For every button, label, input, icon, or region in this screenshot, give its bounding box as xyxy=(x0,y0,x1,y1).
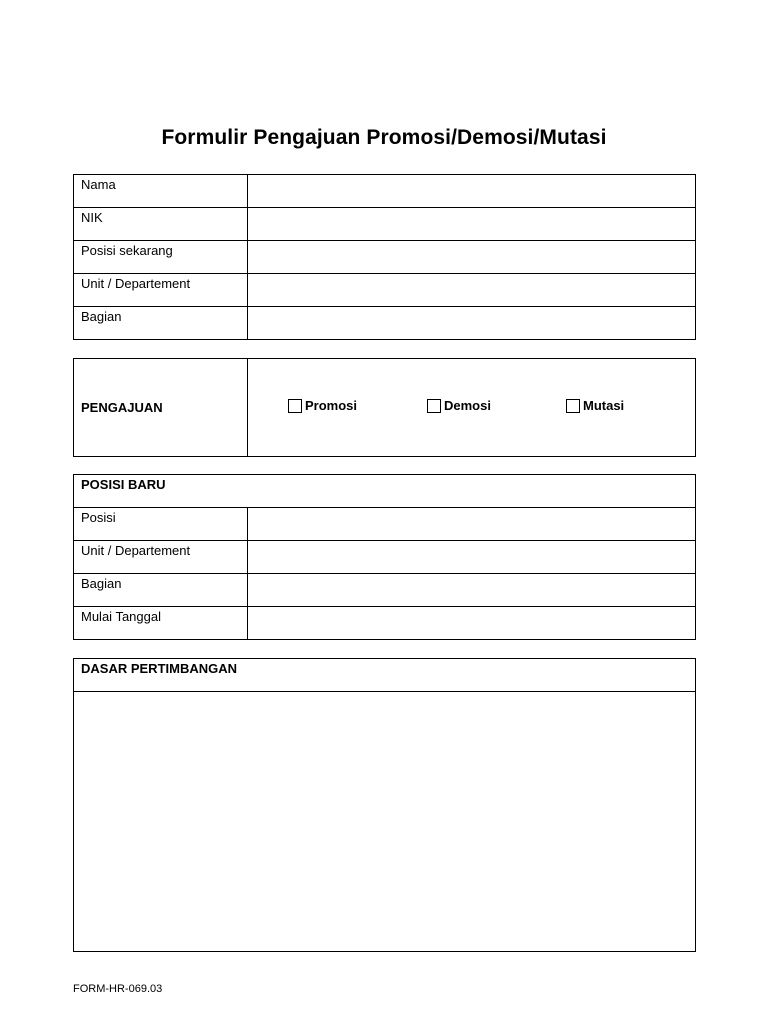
unit-departement-label: Unit / Departement xyxy=(74,274,248,307)
new-unit-departement-cell xyxy=(248,541,696,574)
posisi-sekarang-field[interactable] xyxy=(248,241,695,256)
mutasi-option[interactable] xyxy=(566,398,624,414)
new-bagian-label: Bagian xyxy=(74,574,248,607)
promosi-checkbox[interactable] xyxy=(288,399,302,413)
posisi-label: Posisi xyxy=(74,508,248,541)
pengajuan-options-cell xyxy=(248,359,696,457)
bagian-field[interactable] xyxy=(248,307,695,322)
posisi-cell xyxy=(248,508,696,541)
mulai-tanggal-field[interactable] xyxy=(248,607,695,622)
mutasi-checkbox[interactable] xyxy=(566,399,580,413)
new-position-table xyxy=(73,474,696,640)
demosi-option[interactable] xyxy=(427,398,491,414)
dasar-pertimbangan-cell xyxy=(74,692,696,952)
request-table xyxy=(73,358,696,457)
table-row xyxy=(74,175,696,208)
table-row xyxy=(74,659,696,692)
posisi-baru-heading: POSISI BARU xyxy=(74,475,696,508)
table-row xyxy=(74,359,696,457)
bagian-cell xyxy=(248,307,696,340)
nama-field[interactable] xyxy=(248,175,695,190)
form-code: FORM-HR-069.03 xyxy=(73,983,163,995)
dasar-pertimbangan-textarea[interactable] xyxy=(74,692,695,950)
nama-cell xyxy=(248,175,696,208)
form-title: Formulir Pengajuan Promosi/Demosi/Mutasi xyxy=(161,126,607,149)
demosi-checkbox[interactable] xyxy=(427,399,441,413)
table-row xyxy=(74,307,696,340)
pengajuan-options xyxy=(255,398,695,418)
unit-departement-field[interactable] xyxy=(248,274,695,289)
mulai-tanggal-cell xyxy=(248,607,696,640)
mutasi-label: Mutasi xyxy=(583,397,625,413)
pengajuan-label: PENGAJUAN xyxy=(74,359,248,457)
table-row xyxy=(74,607,696,640)
demosi-label: Demosi xyxy=(444,397,491,413)
new-bagian-cell xyxy=(248,574,696,607)
table-row xyxy=(74,208,696,241)
table-row xyxy=(74,475,696,508)
nik-label: NIK xyxy=(74,208,248,241)
identity-table xyxy=(73,174,696,340)
table-row xyxy=(74,574,696,607)
table-row xyxy=(74,274,696,307)
posisi-sekarang-cell xyxy=(248,241,696,274)
promosi-option[interactable] xyxy=(288,398,357,414)
posisi-sekarang-label: Posisi sekarang xyxy=(74,241,248,274)
table-row xyxy=(74,241,696,274)
table-row xyxy=(74,508,696,541)
nik-field[interactable] xyxy=(248,208,695,223)
nik-cell xyxy=(248,208,696,241)
new-unit-departement-label: Unit / Departement xyxy=(74,541,248,574)
bagian-label: Bagian xyxy=(74,307,248,340)
mulai-tanggal-label: Mulai Tanggal xyxy=(74,607,248,640)
dasar-pertimbangan-heading: DASAR PERTIMBANGAN xyxy=(74,659,696,692)
basis-table xyxy=(73,658,696,952)
new-unit-departement-field[interactable] xyxy=(248,541,695,556)
posisi-field[interactable] xyxy=(248,508,695,523)
table-row xyxy=(74,692,696,952)
unit-departement-cell xyxy=(248,274,696,307)
nama-label: Nama xyxy=(74,175,248,208)
promosi-label: Promosi xyxy=(305,397,358,413)
table-row xyxy=(74,541,696,574)
new-bagian-field[interactable] xyxy=(248,574,695,589)
